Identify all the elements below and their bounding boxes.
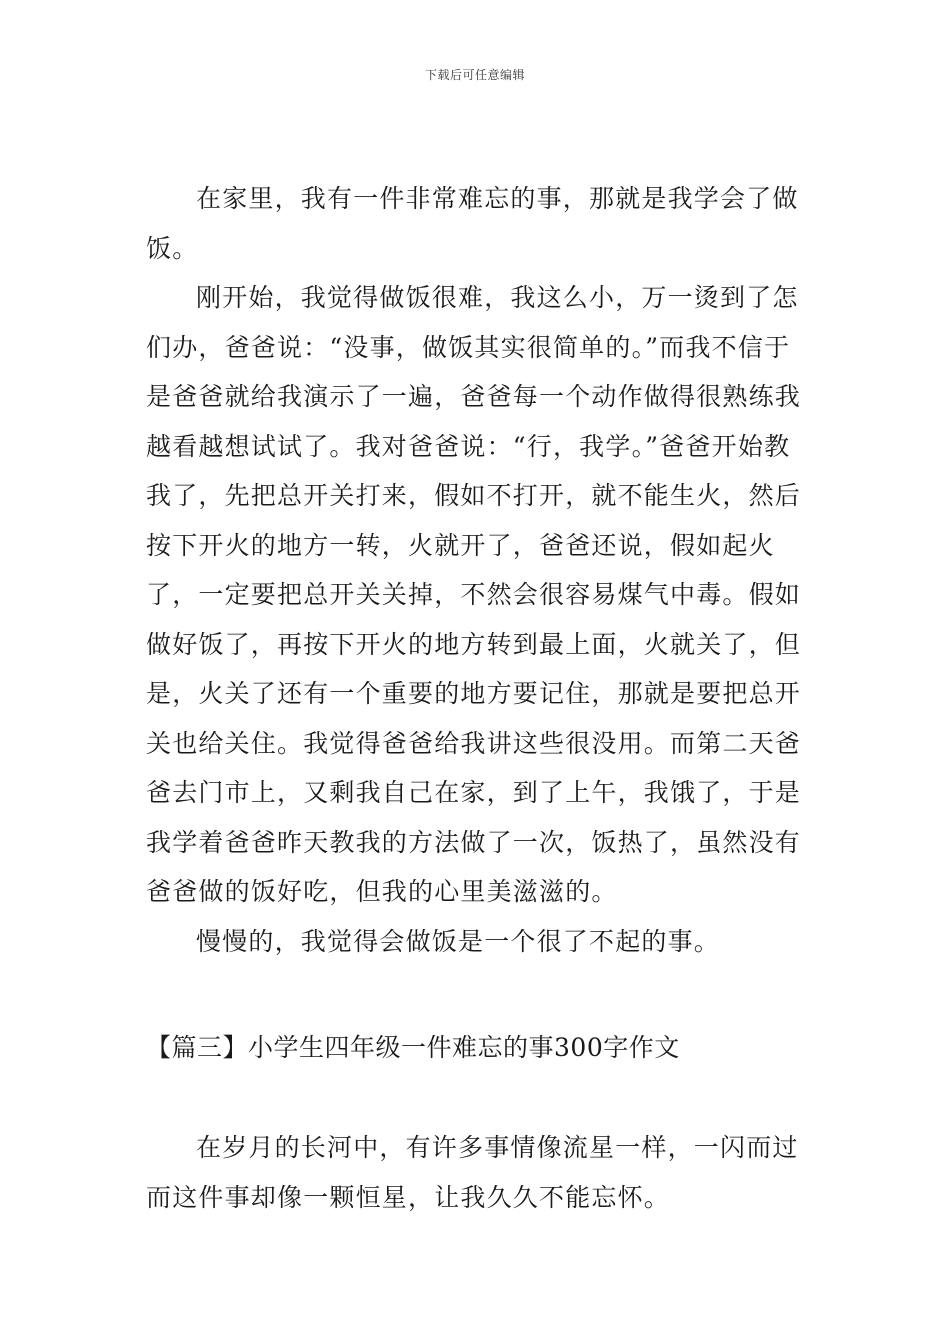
paragraph: 在家里，我有一件非常难忘的事，那就是我学会了做饭。 bbox=[146, 184, 799, 263]
header-note: 下载后可任意编辑 bbox=[424, 68, 525, 82]
paragraph: 刚开始，我觉得做饭很难，我这么小，万一烫到了怎们办，爸爸说：“没事，做饭其实很简单的。”而我不信于是爸爸就给我演示了一遍，爸爸每一个动作做得很熟练我越看越想试试了。我对爸爸说：“行，我学。”爸爸开始教我了，先把总开关打来，假如不打开，就不能生火，然后按下开火的地方一转，火就开了，爸爸还说，假如起火了，一定要把总开关关掉，不然会很容易煤气中毒。假如做好饭了，再按下开火的地方转到最上面，火就关了，但是，火关了还有一个重要的地方要记住，那就是要把总开关也给关住。我觉得爸爸给我讲这些很没用。而第二天爸爸去门市上，又剩我自己在家，到了上午，我饿了，于是我学着爸爸昨天教我的方法做了一次，饭热了，虽然没有爸爸做的饭好吃，但我的心里美滋滋的。 bbox=[146, 283, 802, 906]
paragraph: 慢慢的，我觉得会做饭是一个很了不起的事。 bbox=[196, 926, 721, 956]
essay-body bbox=[146, 174, 808, 966]
section-heading: 【篇三】小学生四年级一件难忘的事300字作文 bbox=[146, 1033, 680, 1062]
paragraph: 在岁月的长河中，有许多事情像流星一样，一闪而过而这件事却像一颗恒星，让我久久不能忘怀。 bbox=[146, 1133, 799, 1212]
essay-body-2 bbox=[146, 1123, 808, 1222]
